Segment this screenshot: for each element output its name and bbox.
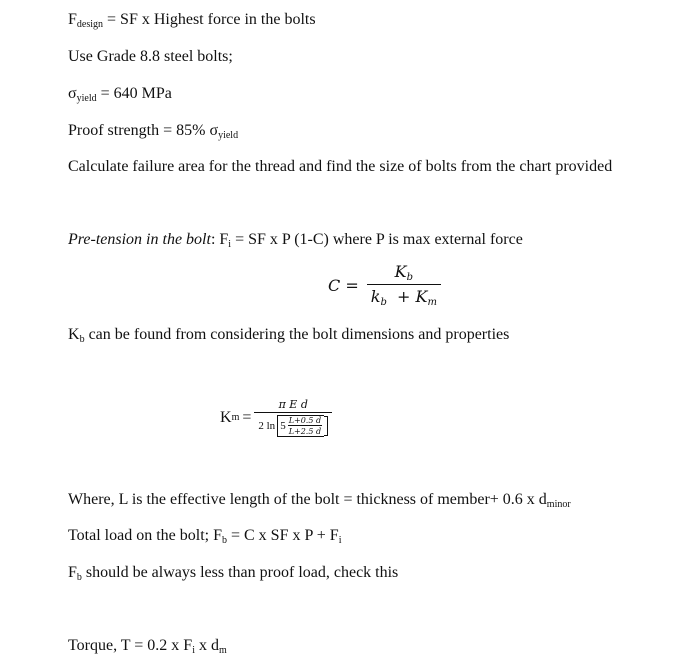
torque-line: Torque, T = 0.2 x $F_i$ x $d_m$ [68, 637, 227, 656]
km-inner-fraction: $\frac{L+0.5 d}{L+2.5 d}$ [288, 416, 322, 436]
kb-text-line: $K_b$ can be found from considering the bolt dimensions and properties [68, 326, 510, 345]
calculate-line: Calculate failure area for the thread and find the size of bolts from the chart provided [68, 158, 613, 175]
km-fraction: π E d 2 ln 5 $\frac{L+0.5 d}{L+2.5 d}$ [254, 398, 332, 437]
km-bracket-left: 5 $\frac{L+0.5 d}{L+2.5 d}$ [277, 415, 324, 437]
proof-strength-line: Proof strength = 85% $\sigma_{yield}$ [68, 122, 239, 141]
f-design-line: $F_{design}$ = SF x Highest force in the bolts [68, 11, 316, 30]
where-line: Where, L is the effective length of the bolt = thickness of member+ 0.6 x $d_{minor}$ [68, 491, 571, 510]
total-load-line: Total load on the bolt; $F_b = C$ x SF x $P + F_i$ [68, 527, 342, 546]
grade-line: Use Grade 8.8 steel bolts; [68, 48, 233, 65]
c-fraction: $\frac{K_b}{k_b + K_m}$ [367, 262, 441, 308]
yield-line: $\sigma_{yield} = 640$ MPa [68, 85, 172, 104]
fb-check-line: $F_b$ should be always less than proof load, check this [68, 564, 399, 583]
pretension-line: Pre-tension in the bolt: $F_i$ = SF x P (1-C) where P is max external force [68, 231, 523, 250]
c-formula: C = $\frac{K_b}{k_b + K_m}$ [328, 262, 441, 308]
km-bracket-right [324, 416, 328, 436]
km-formula: K m = π E d 2 ln 5 $\frac{L+0.5 d}{L+2.5 d}$ [220, 398, 332, 437]
